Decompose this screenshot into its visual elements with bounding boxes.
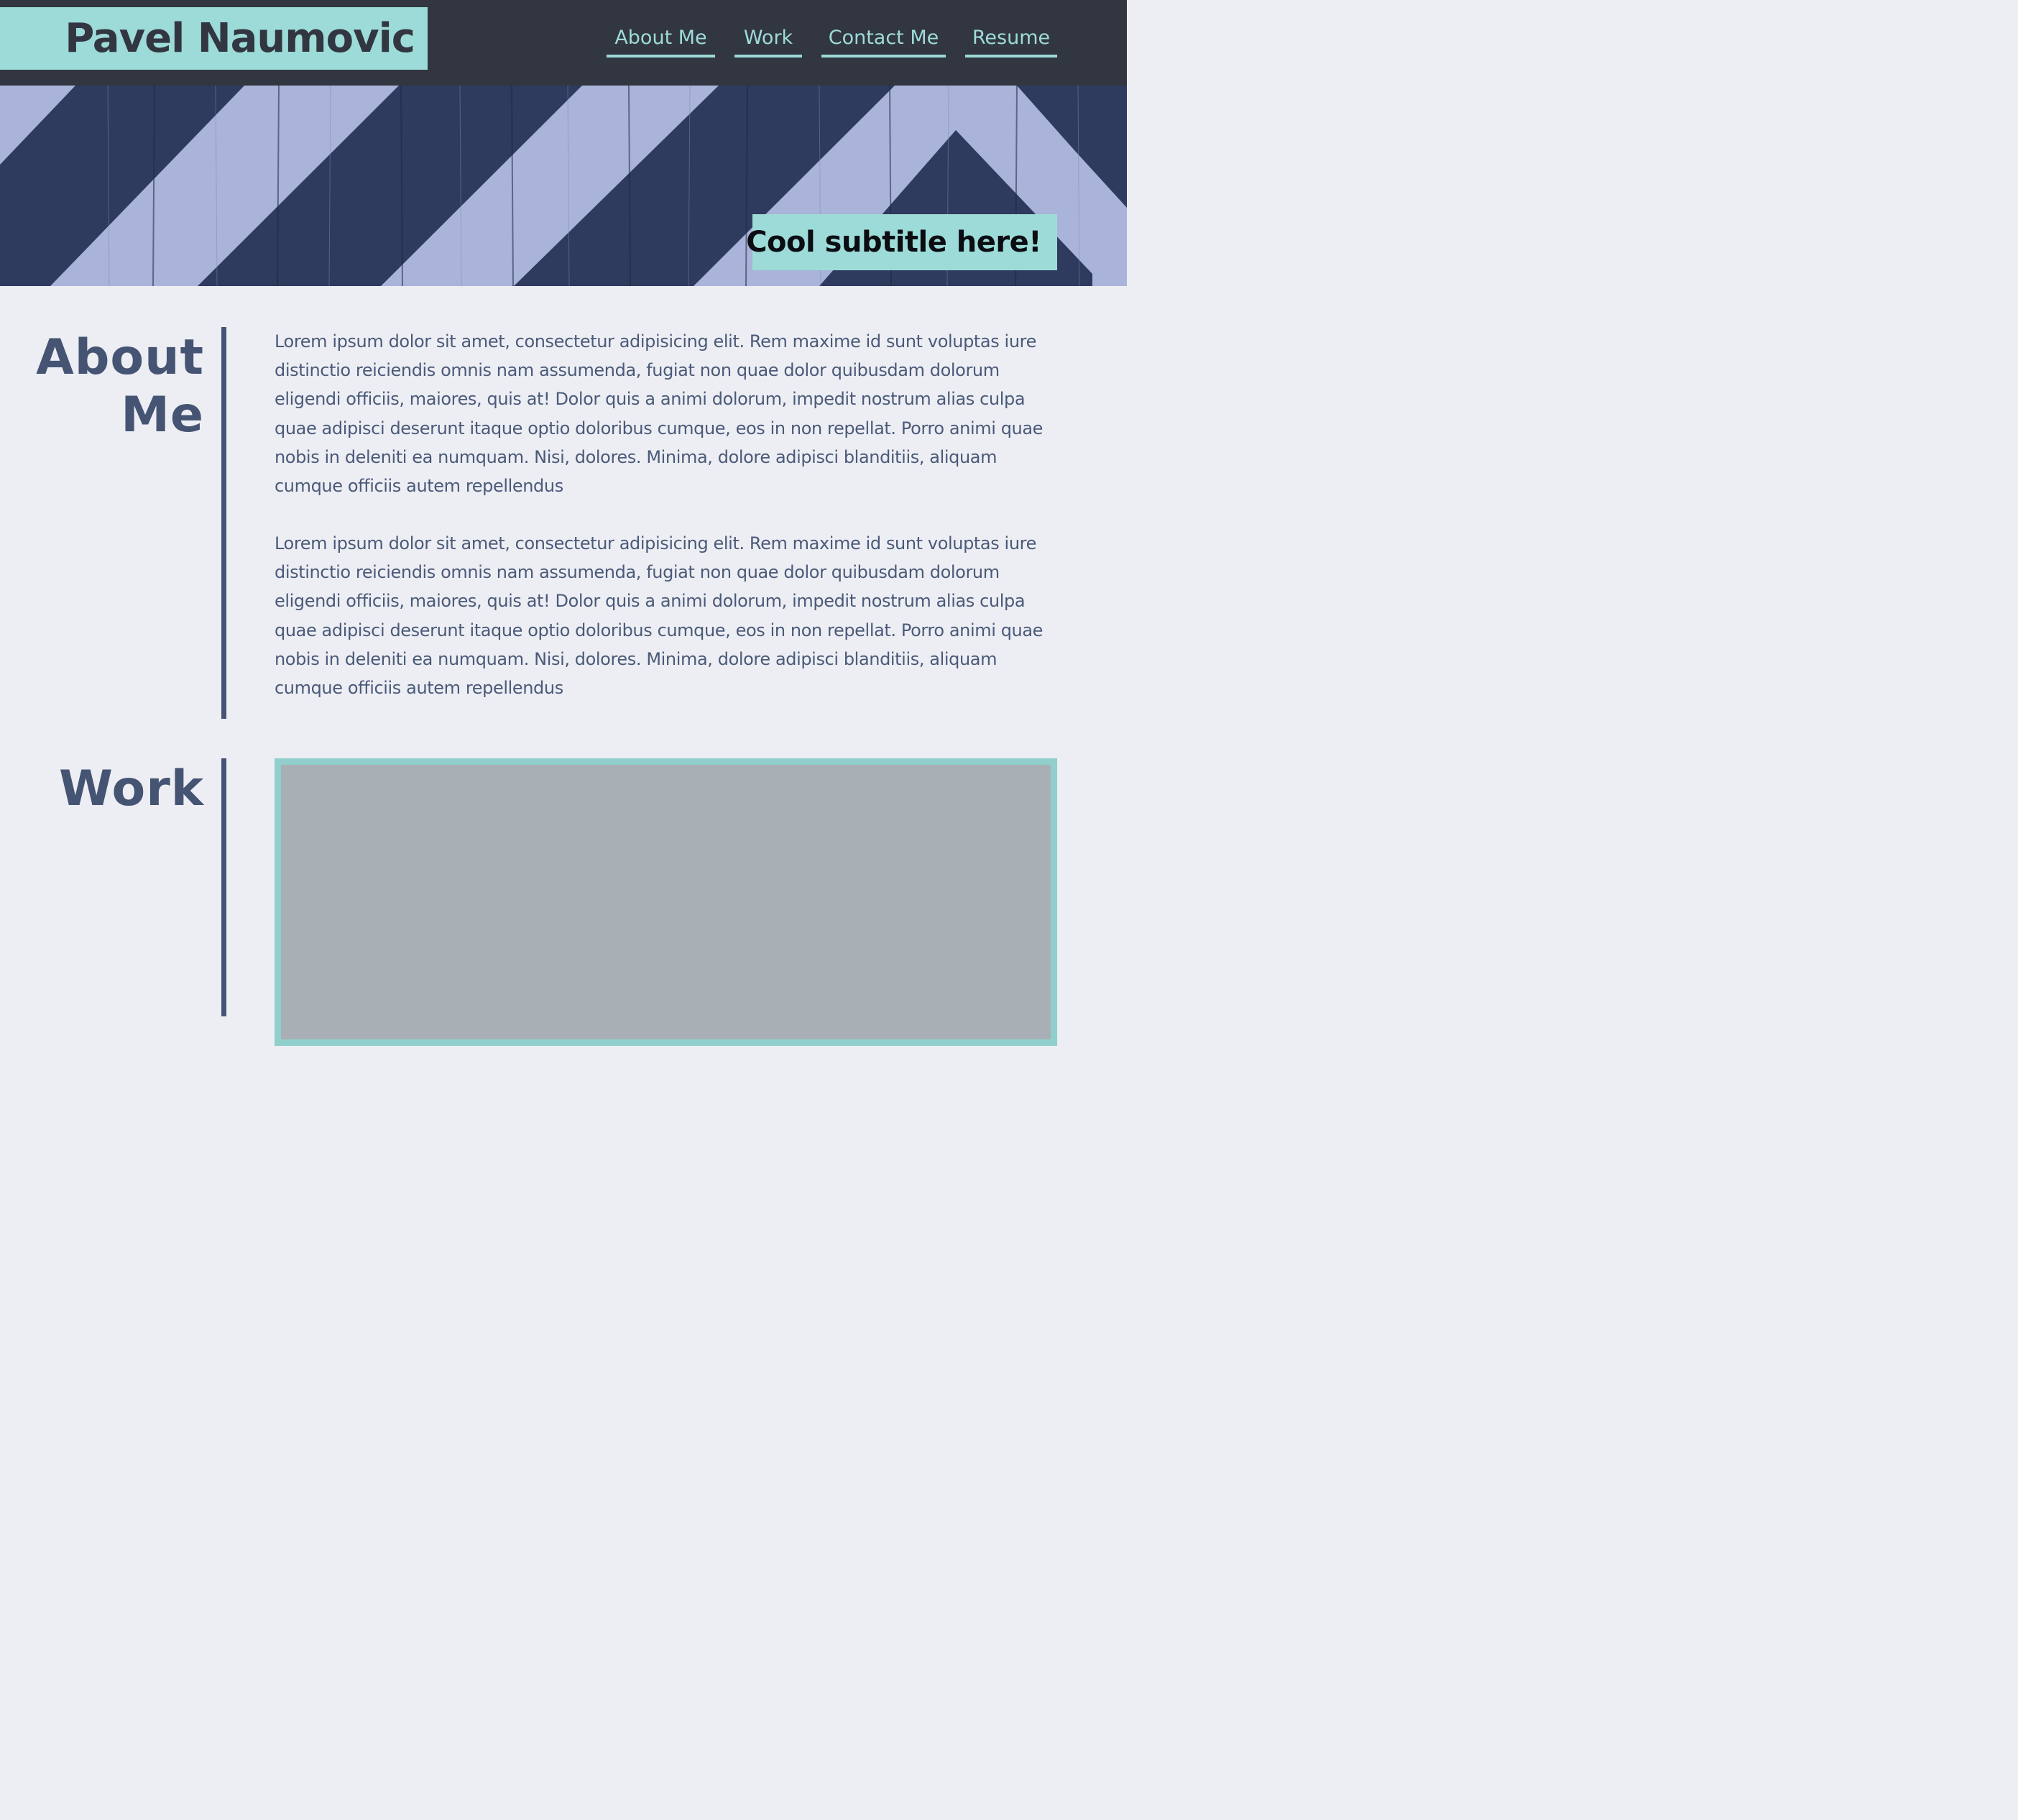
hero-subtitle: Cool subtitle here!	[746, 226, 1041, 259]
work-image-placeholder[interactable]	[275, 758, 1057, 1046]
nav-link-about-me[interactable]: About Me	[607, 22, 715, 58]
about-paragraph: Lorem ipsum dolor sit amet, consectetur adipisicing elit. Rem maxime id sunt voluptas iure distinctio reiciendis omnis nam assumenda, fugiat non quae dolor quibusdam dolorum eligendi officiis, maiores, quis at! Dolor quis a animi dolorum, impedit nostrum alias culpa quae adipisci deserunt itaque optio doloribus cumque, eos in non repellat. Porro animi quae nobis in deleniti ea numquam. Nisi, dolores. Minima, dolore adipisci blanditiis, aliquam cumque officiis autem repellendus	[275, 533, 1043, 699]
logo-box[interactable]	[0, 7, 428, 70]
about-paragraph: Lorem ipsum dolor sit amet, consectetur adipisicing elit. Rem maxime id sunt voluptas iure distinctio reiciendis omnis nam assumenda, fugiat non quae dolor quibusdam dolorum eligendi officiis, maiores, quis at! Dolor quis a animi dolorum, impedit nostrum alias culpa quae adipisci deserunt itaque optio doloribus cumque, eos in non repellat. Porro animi quae nobis in deleniti ea numquam. Nisi, dolores. Minima, dolore adipisci blanditiis, aliquam cumque officiis autem repellendus	[275, 331, 1043, 497]
about-heading-line2: Me	[121, 387, 204, 443]
site-header	[0, 0, 1127, 86]
nav-link-contact-me[interactable]: Contact Me	[821, 22, 946, 58]
work-divider	[221, 758, 226, 1016]
work-heading: Work	[58, 760, 204, 817]
about-divider	[221, 327, 226, 719]
site-logo-name[interactable]: Pavel Naumovic	[65, 15, 415, 62]
hero-subtitle-box	[746, 214, 1057, 270]
nav-link-resume[interactable]: Resume	[965, 22, 1057, 58]
nav-link-work[interactable]: Work	[734, 22, 802, 58]
about-heading-line1: About	[36, 329, 204, 386]
about-heading	[17, 329, 204, 444]
